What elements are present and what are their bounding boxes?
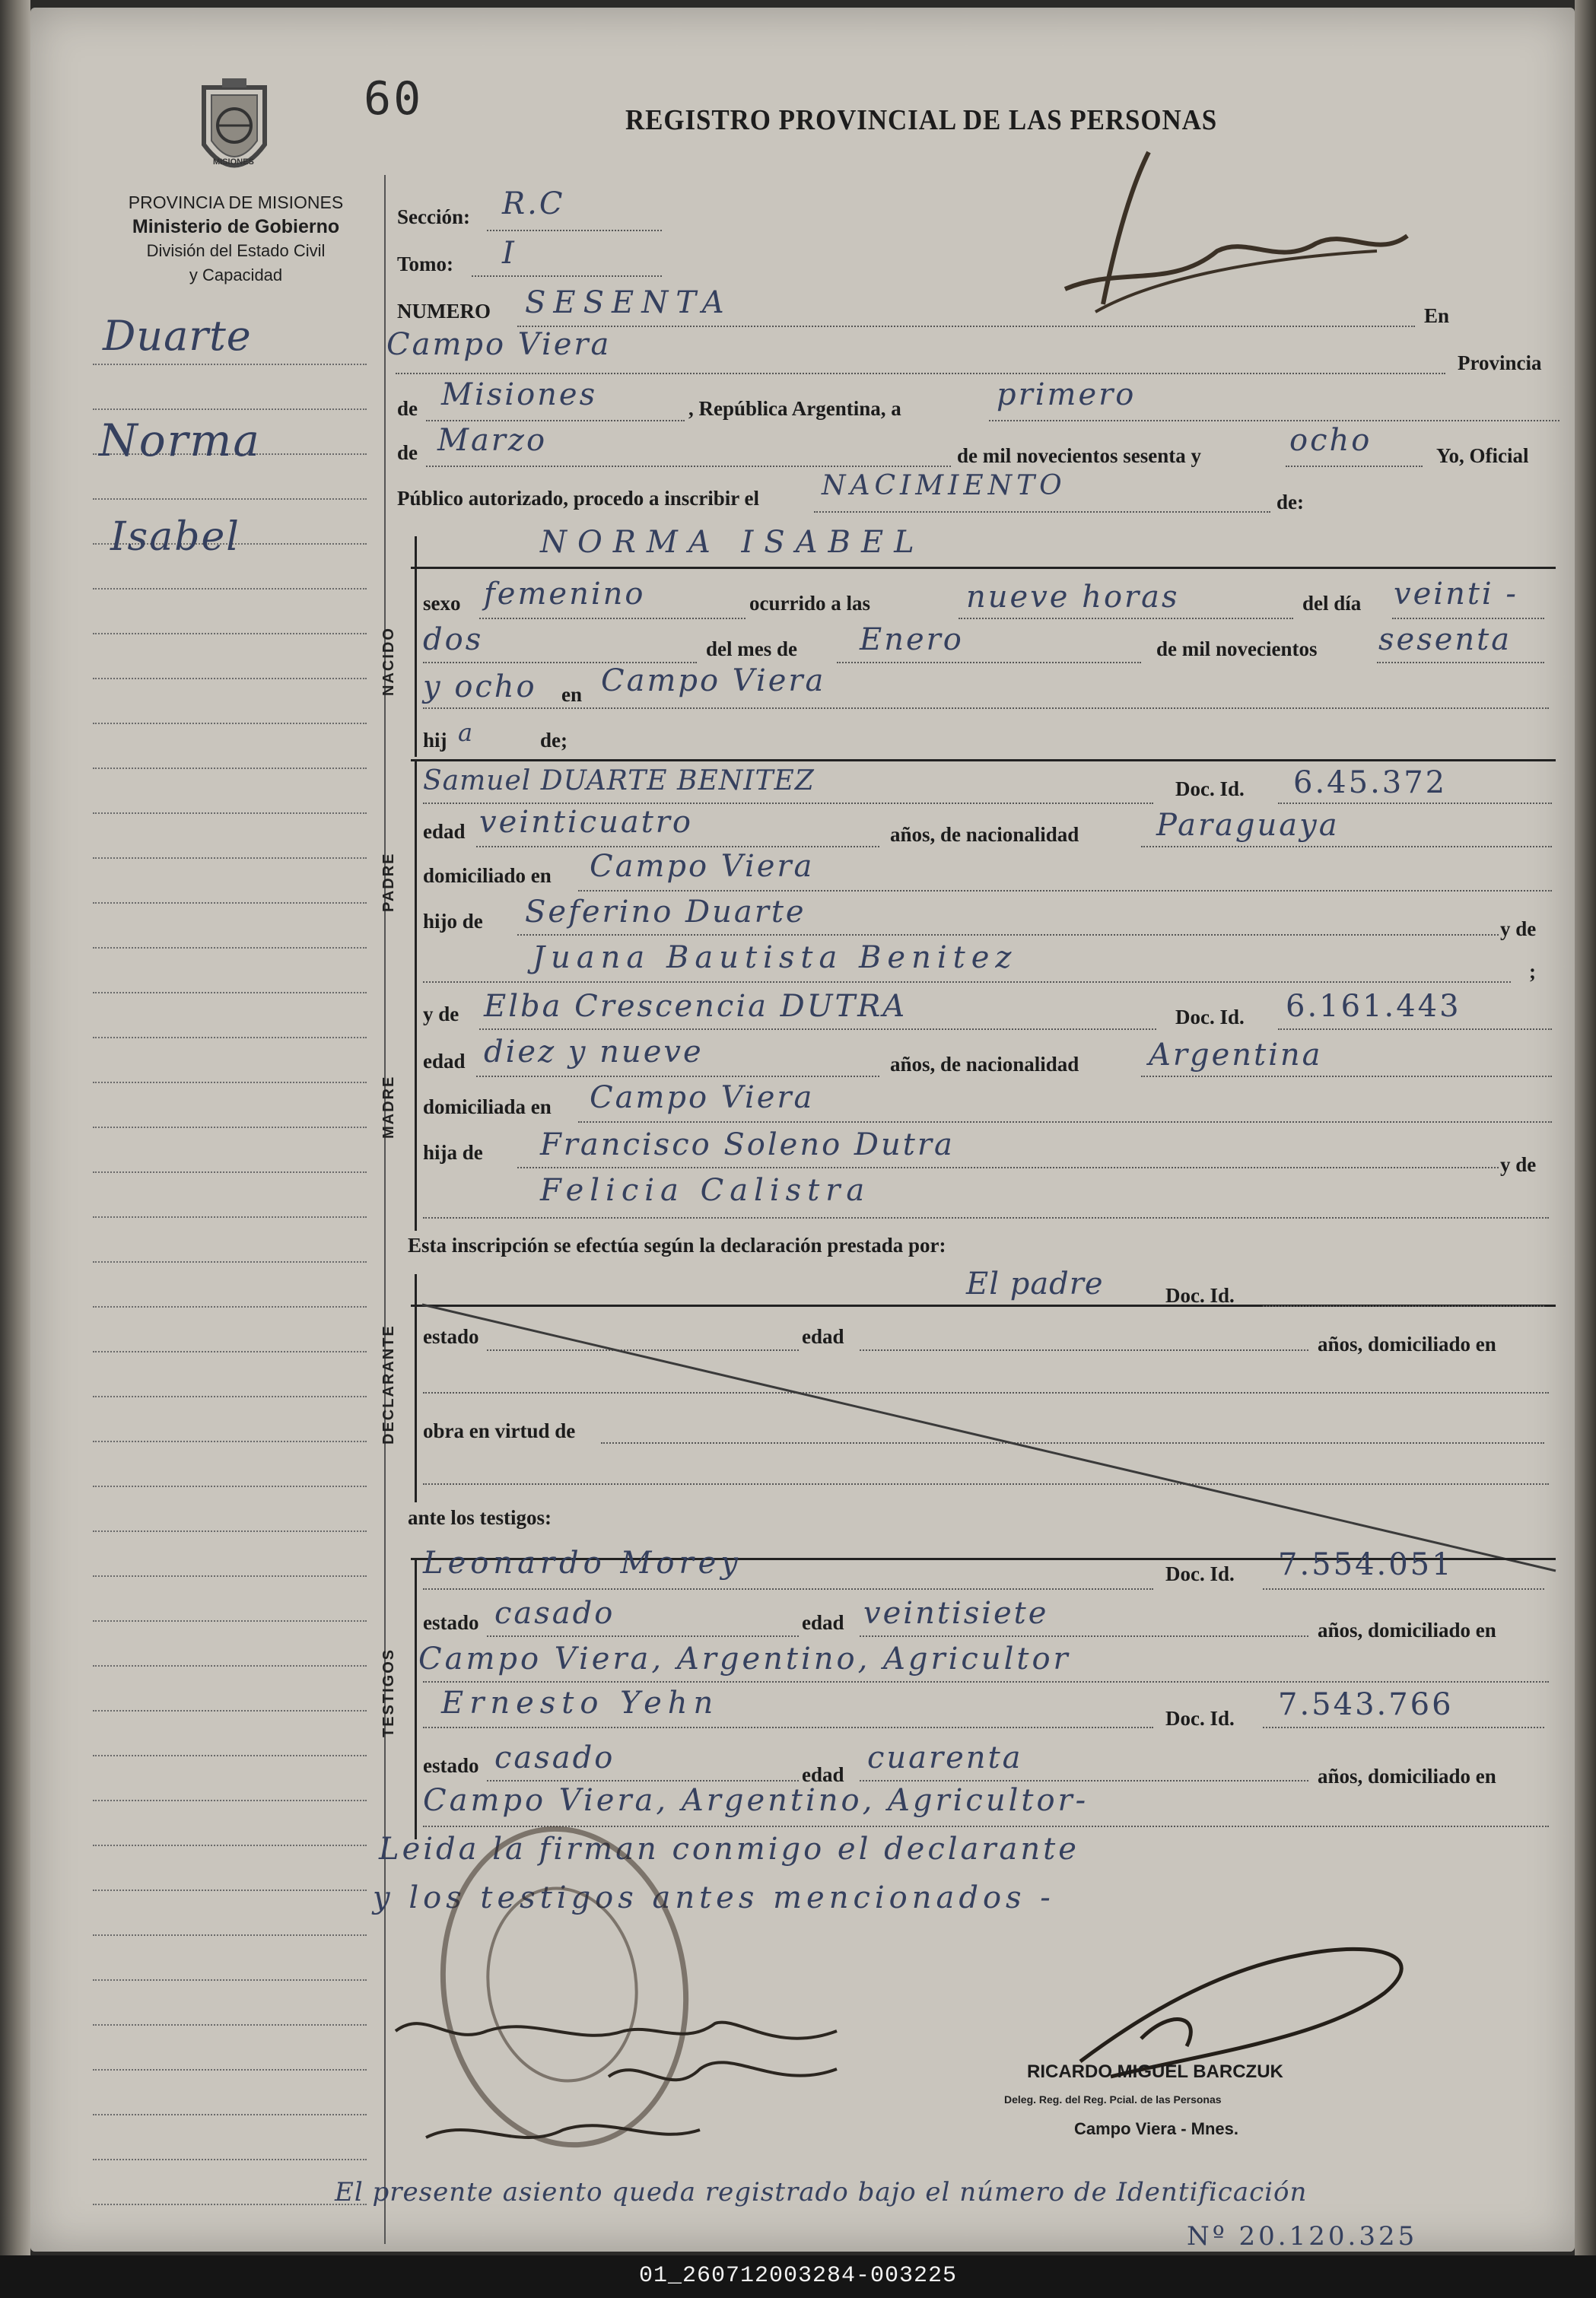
madre-padre-de: Francisco Soleno Dutra bbox=[540, 1127, 955, 1162]
provincia-value: Misiones bbox=[441, 377, 598, 412]
padre-top-rule bbox=[411, 759, 1556, 761]
margin-ruled-line bbox=[93, 1934, 367, 1936]
testigo2-domic-label: años, domiciliado en bbox=[1318, 1765, 1496, 1788]
mes-label: del mes de bbox=[706, 637, 797, 660]
testigo1-domicilio: Campo Viera, Argentino, Agricultor bbox=[418, 1642, 1071, 1677]
padre-left-rule bbox=[415, 759, 417, 995]
margin-ruled-line bbox=[93, 1306, 367, 1308]
issuer-province: PROVINCIA DE MISIONES bbox=[128, 192, 344, 212]
madre-dom-label: domiciliada en bbox=[423, 1095, 552, 1118]
de-colon-label: de: bbox=[1276, 491, 1304, 513]
testigo2-estado-label: estado bbox=[423, 1754, 479, 1777]
footer-note-line2: Nº 20.120.325 bbox=[1187, 2221, 1418, 2252]
padre-edad: veinticuatro bbox=[479, 805, 693, 840]
publico-label: Público autorizado, procedo a inscribir el bbox=[397, 487, 759, 510]
anio-value-b: y ocho bbox=[423, 669, 537, 704]
declarante-strike-line bbox=[418, 1301, 1559, 1582]
testigo2-domicilio: Campo Viera, Argentino, Agricultor- bbox=[423, 1783, 1089, 1818]
madre-doc: 6.161.443 bbox=[1286, 989, 1461, 1024]
testigo2-doc: 7.543.766 bbox=[1278, 1687, 1454, 1722]
numero-label: NUMERO bbox=[397, 300, 491, 323]
ocurrido-label: ocurrido a las bbox=[749, 592, 870, 615]
margin-ruled-line bbox=[93, 498, 367, 500]
hijo-label: hij bbox=[423, 729, 447, 752]
margin-ruled-line bbox=[93, 812, 367, 814]
margin-ruled-line bbox=[93, 768, 367, 769]
yo-label: Yo, Oficial bbox=[1436, 444, 1529, 467]
margin-ruled-line bbox=[93, 1396, 367, 1397]
madre-hija-label: hija de bbox=[423, 1141, 483, 1164]
page-edge bbox=[1575, 0, 1596, 2259]
dia-value-a: veinti - bbox=[1394, 577, 1518, 612]
testigo2-name: Ernesto Yehn bbox=[441, 1686, 720, 1721]
margin-ruled-line bbox=[93, 1351, 367, 1352]
padre-semicolon: ; bbox=[1529, 960, 1536, 983]
padre-doc: 6.45.372 bbox=[1293, 765, 1448, 800]
hijo-de-label: de; bbox=[540, 729, 568, 752]
closing-note-1: Leida la firman conmigo el declarante bbox=[379, 1832, 1079, 1867]
margin-ruled-line bbox=[93, 902, 367, 904]
scan-id: 01_260712003284-003225 bbox=[638, 2263, 958, 2289]
padre-name: Samuel DUARTE BENITEZ bbox=[423, 765, 815, 796]
testigo2-doc-label: Doc. Id. bbox=[1165, 1707, 1235, 1730]
testigo2-estado: casado bbox=[494, 1740, 615, 1775]
hora-value: nueve horas bbox=[966, 580, 1180, 615]
testigo1-domic-label: años, domiciliado en bbox=[1318, 1619, 1496, 1642]
nacido-left-rule bbox=[415, 536, 417, 757]
margin-ruled-line bbox=[93, 857, 367, 859]
testigo1-estado-label: estado bbox=[423, 1611, 479, 1634]
padre-domicilio: Campo Viera bbox=[590, 849, 815, 884]
declarante-domic-label: años, domiciliado en bbox=[1318, 1333, 1496, 1356]
testigo2-edad-label: edad bbox=[802, 1763, 844, 1786]
margin-ruled-line bbox=[93, 723, 367, 724]
testigos-section-label: TESTIGOS bbox=[380, 1648, 397, 1737]
margin-ruled-line bbox=[93, 633, 367, 634]
testigo1-name: Leonardo Morey bbox=[423, 1546, 742, 1581]
margin-name-surname: Duarte bbox=[103, 312, 252, 360]
madre-edad: diez y nueve bbox=[484, 1035, 704, 1070]
sexo-label: sexo bbox=[423, 592, 461, 615]
nacido-lugar: Campo Viera bbox=[601, 663, 826, 698]
madre-nacionalidad: Argentina bbox=[1149, 1038, 1323, 1073]
margin-ruled-line bbox=[93, 1979, 367, 1981]
margin-ruled-line bbox=[93, 1171, 367, 1173]
declarante-name: El padre bbox=[966, 1267, 1104, 1302]
de-label-2: de bbox=[397, 441, 418, 464]
tomo-label: Tomo: bbox=[397, 253, 454, 275]
margin-ruled-line bbox=[93, 2069, 367, 2071]
official-role: Deleg. Reg. del Reg. Pcial. de las Personas bbox=[1004, 2093, 1222, 2106]
padre-edad-label: edad bbox=[423, 820, 466, 843]
declarante-obra-label: obra en virtud de bbox=[423, 1419, 576, 1442]
margin-ruled-line bbox=[93, 1620, 367, 1622]
padre-dom-label: domiciliado en bbox=[423, 864, 552, 887]
padre-doc-label: Doc. Id. bbox=[1175, 777, 1245, 800]
margin-ruled-line bbox=[93, 992, 367, 993]
act-type-value: NACIMIENTO bbox=[822, 470, 1067, 501]
sexo-value: femenino bbox=[484, 577, 646, 612]
margin-ruled-line bbox=[93, 1710, 367, 1712]
madre-y-de: y de bbox=[1500, 1153, 1537, 1176]
testigo1-doc: 7.554.051 bbox=[1278, 1547, 1454, 1582]
testigo1-edad: veintisiete bbox=[863, 1596, 1049, 1631]
madre-left-rule bbox=[415, 995, 417, 1231]
nacido-name: NORMA ISABEL bbox=[540, 525, 925, 560]
testigos-left-rule bbox=[415, 1558, 417, 1839]
margin-ruled-line bbox=[93, 408, 367, 410]
mes-value: Enero bbox=[860, 622, 964, 657]
book-spine bbox=[0, 0, 30, 2259]
margin-ruled-line bbox=[93, 2114, 367, 2115]
issuer-division: División del Estado Civil bbox=[146, 241, 326, 260]
margin-ruled-line bbox=[93, 1486, 367, 1487]
margin-name-second: Isabel bbox=[110, 514, 240, 560]
margin-ruled-line bbox=[93, 364, 367, 365]
year-word: ocho bbox=[1289, 423, 1372, 458]
hijo-suffix: a bbox=[458, 718, 475, 747]
issuer-block bbox=[91, 190, 380, 288]
margin-ruled-line bbox=[93, 1800, 367, 1801]
place-value: Campo Viera bbox=[386, 327, 612, 362]
margin-ruled-line bbox=[93, 1127, 367, 1128]
de-label: de bbox=[397, 397, 418, 420]
padre-nac-label: años, de nacionalidad bbox=[890, 823, 1079, 846]
padre-padre-de: Seferino Duarte bbox=[525, 895, 806, 930]
madre-domicilio: Campo Viera bbox=[590, 1080, 815, 1115]
madre-doc-label: Doc. Id. bbox=[1175, 1006, 1245, 1028]
nacido-section-label: NACIDO bbox=[380, 627, 397, 697]
top-signature bbox=[1050, 137, 1430, 335]
declarante-intro: Esta inscripción se efectúa según la declaración prestada por: bbox=[408, 1234, 946, 1257]
madre-nac-label: años, de nacionalidad bbox=[890, 1053, 1079, 1076]
margin-ruled-line bbox=[93, 1261, 367, 1263]
declarante-section-label: DECLARANTE bbox=[380, 1324, 397, 1445]
official-name: RICARDO MIGUEL BARCZUK bbox=[1027, 2061, 1283, 2082]
declarante-estado-label: estado bbox=[423, 1325, 479, 1348]
page-number: 60 bbox=[364, 72, 424, 126]
margin-ruled-line bbox=[93, 2024, 367, 2026]
province-seal bbox=[189, 72, 280, 186]
official-place: Campo Viera - Mnes. bbox=[1074, 2119, 1238, 2138]
closing-note-2: y los testigos antes mencionados - bbox=[373, 1880, 1055, 1915]
madre-section-label: MADRE bbox=[380, 1075, 397, 1139]
day-value: primero bbox=[997, 377, 1137, 412]
margin-ruled-line bbox=[93, 588, 367, 590]
madre-edad-label: edad bbox=[423, 1050, 466, 1073]
republica-label: , República Argentina, a bbox=[688, 397, 901, 420]
scan-footer bbox=[0, 2255, 1596, 2298]
margin-name-first: Norma bbox=[99, 415, 261, 466]
margin-ruled-line bbox=[93, 1890, 367, 1891]
margin-ruled-line bbox=[93, 1530, 367, 1532]
nacido-top-rule bbox=[411, 567, 1556, 569]
padre-section-label: PADRE bbox=[380, 852, 397, 913]
madre-name: Elba Crescencia DUTRA bbox=[484, 989, 908, 1024]
madre-y-de-label: y de bbox=[423, 1003, 459, 1025]
month-value: Marzo bbox=[437, 423, 548, 458]
margin-ruled-line bbox=[93, 2204, 367, 2205]
margin-ruled-line bbox=[93, 1665, 367, 1667]
margin-ruled-line bbox=[93, 1441, 367, 1442]
padre-nacionalidad: Paraguaya bbox=[1156, 808, 1340, 843]
margin-ruled-line bbox=[93, 1216, 367, 1218]
madre-madre-de: Felicia Calistra bbox=[540, 1173, 871, 1208]
margin-ruled-line bbox=[93, 1845, 367, 1846]
testigo1-estado: casado bbox=[494, 1596, 615, 1631]
testigo2-edad: cuarenta bbox=[867, 1740, 1023, 1775]
declarante-left-rule bbox=[415, 1274, 417, 1502]
margin-ruled-line bbox=[93, 1037, 367, 1038]
anio-value-a: sesenta bbox=[1378, 622, 1512, 657]
testigo1-doc-label: Doc. Id. bbox=[1165, 1562, 1235, 1585]
seccion-value: R.C bbox=[502, 186, 565, 221]
footer-note-line1: El presente asiento queda registrado bajo el número de Identificación bbox=[335, 2177, 1308, 2207]
padre-madre-de: Juana Bautista Benitez bbox=[533, 940, 1018, 975]
testigo1-edad-label: edad bbox=[802, 1611, 844, 1634]
seccion-label: Sección: bbox=[397, 205, 470, 228]
year-label: de mil novecientos sesenta y bbox=[957, 444, 1201, 467]
party-signatures bbox=[380, 2001, 913, 2168]
margin-ruled-line bbox=[93, 678, 367, 679]
margin-ruled-line bbox=[93, 1755, 367, 1756]
margin-ruled-line bbox=[93, 1082, 367, 1083]
provincia-label: Provincia bbox=[1458, 351, 1542, 374]
seal-text: MISIONES bbox=[213, 157, 254, 167]
margin-ruled-line bbox=[93, 947, 367, 949]
tomo-value: I bbox=[502, 236, 517, 271]
numero-value: SESENTA bbox=[525, 285, 732, 320]
margin-ruled-line bbox=[93, 2159, 367, 2160]
del-dia-label: del día bbox=[1302, 592, 1362, 615]
page-title: REGISTRO PROVINCIAL DE LAS PERSONAS bbox=[625, 104, 1218, 136]
declarante-doc-label: Doc. Id. bbox=[1165, 1284, 1235, 1307]
padre-hijo-label: hijo de bbox=[423, 910, 483, 933]
en-label: En bbox=[1424, 304, 1450, 327]
testigos-intro: ante los testigos: bbox=[408, 1506, 552, 1529]
issuer-capacity: y Capacidad bbox=[189, 265, 283, 284]
margin-divider bbox=[384, 175, 386, 2244]
issuer-ministry: Ministerio de Gobierno bbox=[132, 216, 340, 237]
padre-y-de: y de bbox=[1500, 917, 1537, 940]
dia-value-b: dos bbox=[423, 622, 484, 657]
nacido-en-label: en bbox=[561, 683, 582, 706]
anio-label: de mil novecientos bbox=[1156, 637, 1318, 660]
declarante-edad-label: edad bbox=[802, 1325, 844, 1348]
margin-ruled-line bbox=[93, 1575, 367, 1577]
